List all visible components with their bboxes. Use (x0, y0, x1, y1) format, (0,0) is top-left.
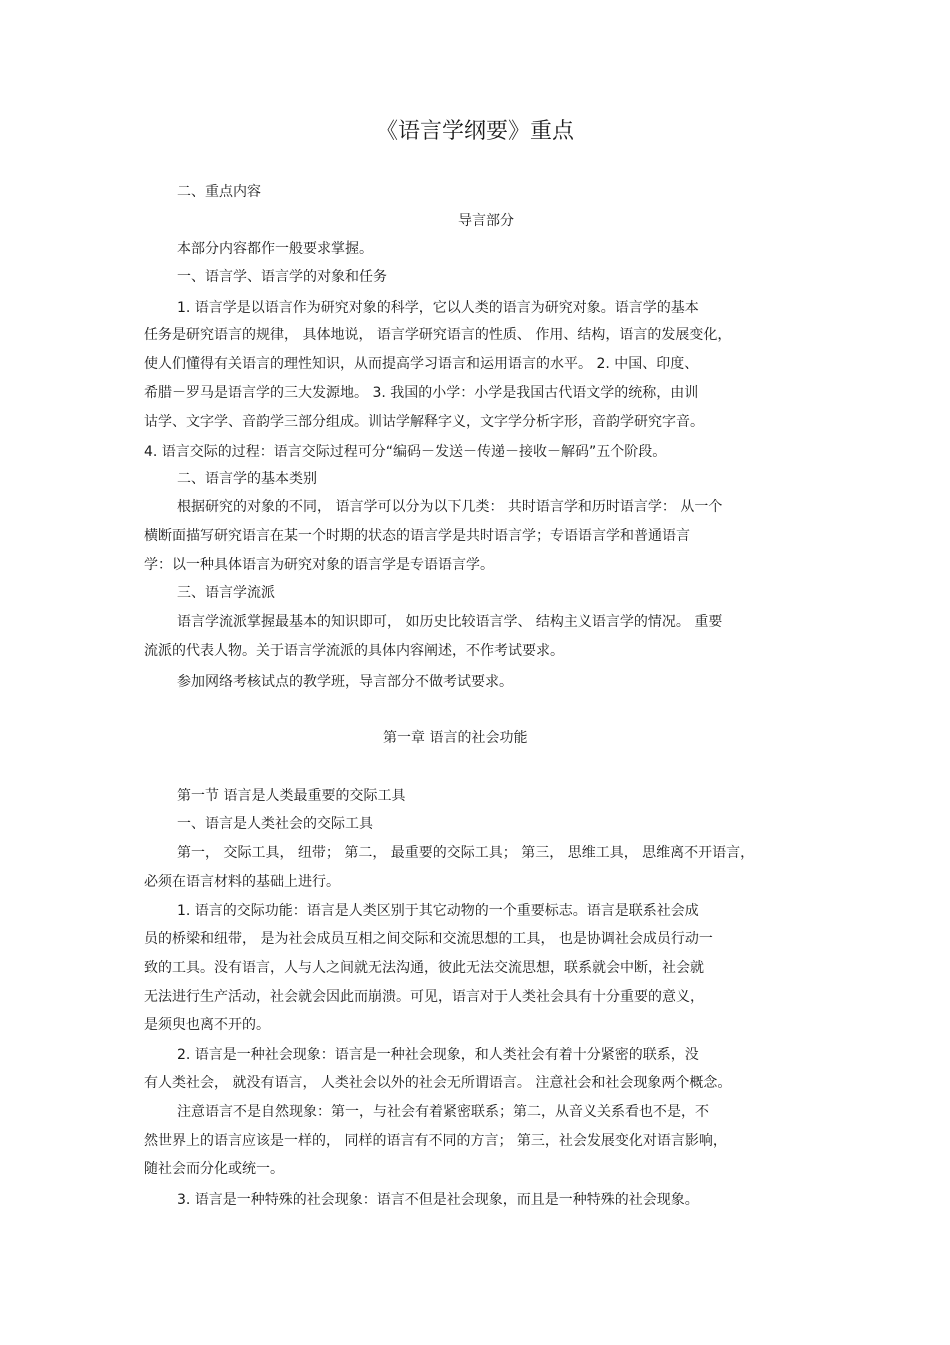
text-line: 注意语言不是自然现象：第一，与社会有着紧密联系；第二，从音义关系看也不是，不 (177, 1104, 709, 1120)
text-line: 无法进行生产活动，社会就会因此而崩溃。可见，语言对于人类社会具有十分重要的意义， (144, 989, 704, 1005)
text-line: 语言学流派掌握最基本的知识即可， 如历史比较语言学、 结构主义语言学的情况。 重要 (177, 614, 723, 630)
text-line: 1. 语言学是以语言作为研究对象的科学，它以人类的语言为研究对象。语言学的基本 (177, 300, 699, 316)
text-line: 第一节 语言是人类最重要的交际工具 (177, 788, 406, 804)
text-line: 必须在语言材料的基础上进行。 (144, 874, 340, 890)
text-line: 有人类社会， 就没有语言， 人类社会以外的社会无所谓语言。 注意社会和社会现象两个概念。 (144, 1075, 732, 1091)
text-line: 然世界上的语言应该是一样的， 同样的语言有不同的方言； 第三，社会发展变化对语言影响， (144, 1133, 727, 1149)
text-line: 横断面描写研究语言在某一个时期的状态的语言学是共时语言学；专语语言学和普通语言 (144, 528, 690, 544)
text-line: 一、语言学、语言学的对象和任务 (177, 269, 387, 285)
text-line: 二、语言学的基本类别 (177, 471, 317, 487)
text-line: 随社会而分化或统一。 (144, 1161, 284, 1177)
text-line: 本部分内容都作一般要求掌握。 (177, 241, 373, 257)
text-line: 学：以一种具体语言为研究对象的语言学是专语语言学。 (144, 557, 494, 573)
text-line: 致的工具。没有语言，人与人之间就无法沟通，彼此无法交流思想，联系就会中断，社会就 (144, 960, 704, 976)
text-line: 诂学、文字学、音韵学三部分组成。训诂学解释字义，文字学分析字形，音韵学研究字音。 (144, 414, 704, 430)
text-line: 任务是研究语言的规律， 具体地说， 语言学研究语言的性质、 作用、结构，语言的发展变化， (144, 327, 732, 343)
chapter-heading: 第一章 语言的社会功能 (383, 730, 528, 746)
text-line: 3. 语言是一种特殊的社会现象：语言不但是社会现象，而且是一种特殊的社会现象。 (177, 1192, 699, 1208)
text-line: 是须臾也离不开的。 (144, 1017, 270, 1033)
text-line: 1. 语言的交际功能：语言是人类区别于其它动物的一个重要标志。语言是联系社会成 (177, 903, 699, 919)
text-line: 流派的代表人物。关于语言学流派的具体内容阐述，不作考试要求。 (144, 643, 564, 659)
text-line: 第一， 交际工具， 纽带； 第二， 最重要的交际工具； 第三， 思维工具， 思维离不开语言， (177, 845, 755, 861)
text-line: 三、语言学流派 (177, 585, 275, 601)
text-line: 员的桥梁和纽带， 是为社会成员互相之间交际和交流思想的工具， 也是协调社会成员行动一 (144, 931, 713, 947)
text-line: 参加网络考核试点的教学班，导言部分不做考试要求。 (177, 674, 513, 690)
text-line: 根据研究的对象的不同， 语言学可以分为以下几类： 共时语言学和历时语言学： 从一个 (177, 499, 723, 515)
text-line: 二、重点内容 (177, 184, 261, 200)
text-line: 2. 语言是一种社会现象：语言是一种社会现象，和人类社会有着十分紧密的联系，没 (177, 1047, 699, 1063)
text-line: 希腊－罗马是语言学的三大发源地。 3. 我国的小学：小学是我国古代语文学的统称，由训 (144, 385, 699, 401)
text-line: 4. 语言交际的过程：语言交际过程可分“编码－发送－传递－接收－解码”五个阶段。 (144, 444, 667, 460)
section-heading: 导言部分 (458, 213, 514, 229)
text-line: 使人们懂得有关语言的理性知识，从而提高学习语言和运用语言的水平。 2. 中国、印度、 (144, 356, 699, 372)
text-line: 一、语言是人类社会的交际工具 (177, 816, 373, 832)
document-title: 《语言学纲要》重点 (375, 119, 574, 144)
